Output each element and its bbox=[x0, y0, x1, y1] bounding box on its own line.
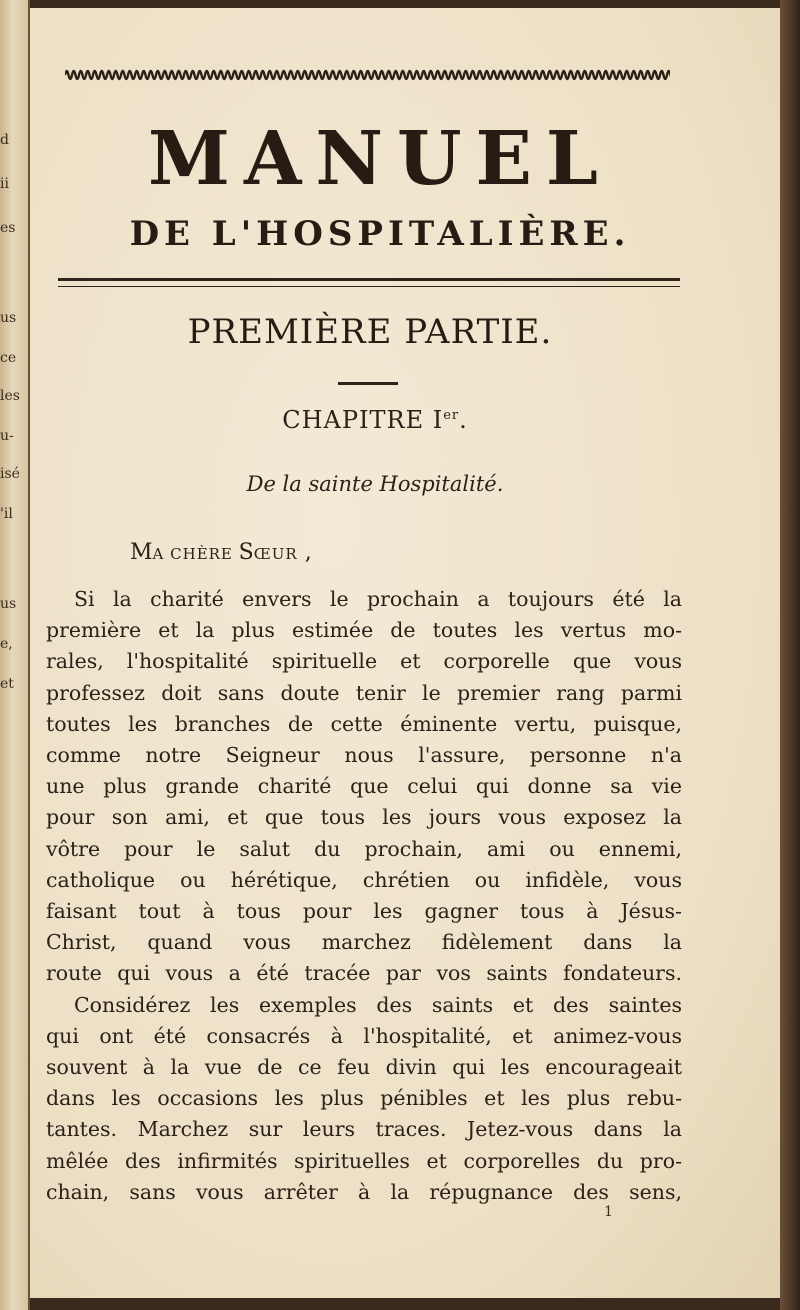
spine-fragment: us bbox=[0, 596, 17, 612]
spine-fragment: ii bbox=[0, 176, 9, 192]
chapter-heading bbox=[30, 406, 720, 434]
book-cover-edge bbox=[780, 0, 800, 1310]
salutation-initial-m: M bbox=[130, 540, 153, 565]
double-rule-thick bbox=[58, 278, 680, 281]
salutation-smallcaps-2: ŒUR bbox=[253, 545, 298, 563]
chapter-label: CHAPITRE I bbox=[282, 406, 444, 434]
text-line: Si la charité envers le prochain a toujours été la bbox=[74, 587, 682, 611]
signature-mark: 1 bbox=[604, 1204, 613, 1220]
section-divider bbox=[338, 382, 398, 385]
spine-fragment: et bbox=[0, 676, 14, 692]
spine-fragment: isé bbox=[0, 466, 20, 482]
text-line: comme notre Seigneur nous l'assure, personne n'a bbox=[46, 743, 682, 768]
text-line: une plus grande charité que celui qui donne sa vie bbox=[46, 774, 682, 799]
book-title: MANUEL bbox=[148, 116, 612, 202]
part-title: PREMIÈRE PARTIE. bbox=[187, 312, 553, 352]
chapter-period: . bbox=[459, 406, 468, 434]
spine-fragment: u- bbox=[0, 428, 14, 444]
salutation-initial-s: S bbox=[238, 540, 254, 565]
text-line: chain, sans vous arrêter à la répugnance des sens, bbox=[46, 1179, 682, 1204]
text-line: catholique ou hérétique, chrétien ou infidèle, vous bbox=[46, 867, 682, 892]
text-line: rales, l'hospitalité spirituelle et corporelle que vous bbox=[46, 649, 682, 674]
adjacent-page-edge bbox=[0, 0, 30, 1310]
spine-fragment: us bbox=[0, 310, 17, 326]
text-line: dans les occasions les plus pénibles et les plus rebu- bbox=[46, 1086, 682, 1111]
chapter-subtitle: De la sainte Hospitalité. bbox=[246, 472, 504, 496]
text-line: mêlée des infirmités spirituelles et corporelles du pro- bbox=[46, 1148, 682, 1173]
text-line: vôtre pour le salut du prochain, ami ou ennemi, bbox=[46, 836, 682, 861]
text-line: Considérez les exemples des saints et des saintes bbox=[74, 992, 682, 1017]
spine-fragment: d bbox=[0, 132, 9, 148]
text-line: toutes les branches de cette éminente vertu, puisque, bbox=[46, 711, 682, 736]
text-line: Christ, quand vous marchez fidèlement dans la bbox=[46, 930, 682, 955]
chapter-number-superscript: er bbox=[443, 408, 460, 423]
text-line: souvent à la vue de ce feu divin qui les encourageait bbox=[46, 1055, 682, 1080]
salutation-comma: , bbox=[297, 540, 312, 565]
spine-fragment: es bbox=[0, 220, 16, 236]
double-rule-thin bbox=[58, 286, 680, 287]
spine-fragment: les bbox=[0, 388, 20, 404]
body-paragraphs bbox=[46, 584, 682, 1208]
book-subtitle: DE L'HOSPITALIÈRE. bbox=[129, 214, 631, 254]
salutation bbox=[130, 540, 312, 565]
spine-fragment: 'il bbox=[0, 506, 13, 522]
text-line: route qui vous a été tracée par vos saints fondateurs. bbox=[46, 961, 682, 986]
spine-fragment: ce bbox=[0, 350, 17, 366]
spine-fragment: e, bbox=[0, 636, 13, 652]
text-line: tantes. Marchez sur leurs traces. Jetez-vous dans la bbox=[46, 1117, 682, 1142]
text-line: première et la plus estimée de toutes les vertus mo- bbox=[46, 618, 682, 643]
text-line: qui ont été consacrés à l'hospitalité, et animez-vous bbox=[46, 1023, 682, 1048]
salutation-smallcaps-1: A CHÈRE bbox=[152, 545, 239, 563]
text-line: pour son ami, et que tous les jours vous exposez la bbox=[46, 805, 682, 830]
book-page bbox=[30, 8, 780, 1298]
ornamental-border bbox=[65, 64, 670, 86]
text-line: professez doit sans doute tenir le premier rang parmi bbox=[46, 680, 682, 705]
text-line: faisant tout à tous pour les gagner tous à Jésus- bbox=[46, 899, 682, 924]
